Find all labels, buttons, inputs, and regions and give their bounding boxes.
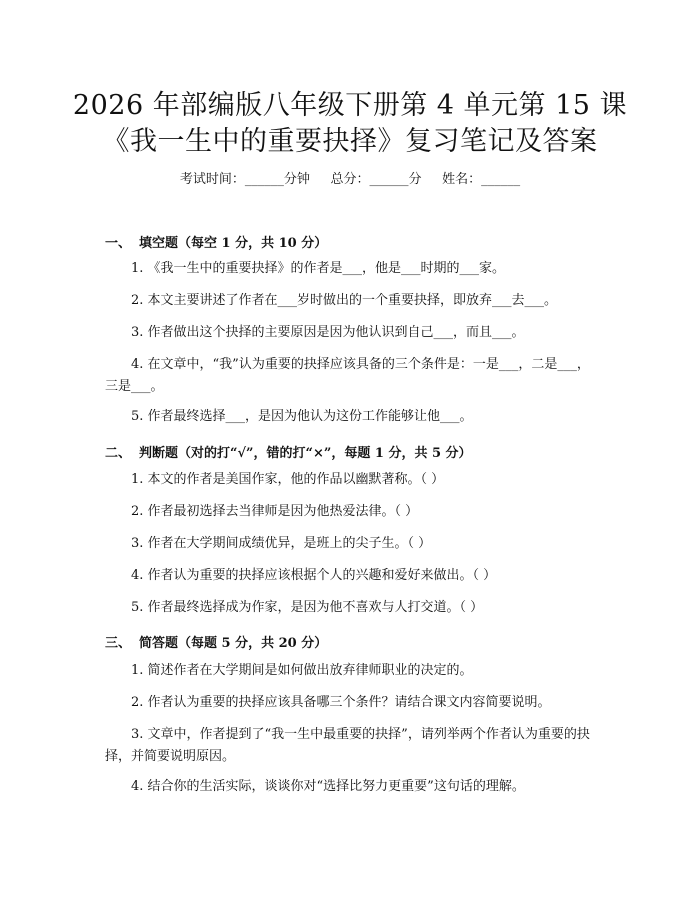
section-heading-short-answer (105, 632, 327, 651)
section-title: 判断题（对的打“√”，错的打“×”，每题 1 分，共 5 分） (139, 446, 472, 461)
section-number: 二、 (105, 446, 132, 461)
question-item: 4. 在文章中，“我”认为重要的抉择应该具备的三个条件是：一是___，二是___，三是___。 (105, 357, 590, 394)
question-item: 3. 文章中，作者提到了“我一生中最重要的抉择”，请列举两个作者认为重要的抉择，并简要说明原因。 (105, 727, 590, 764)
question-item: 3. 作者在大学期间成绩优异，是班上的尖子生。（ ） (131, 536, 432, 551)
exam-info-line: 考试时间：______分钟 总分：______分 姓名：______ (179, 172, 521, 187)
question-item: 2. 作者认为重要的抉择应该具备哪三个条件？请结合课文内容简要说明。 (131, 695, 551, 710)
question-item: 5. 作者最终选择___，是因为他认为这份工作能够让他___。 (131, 409, 473, 424)
section-heading-true-false (105, 442, 472, 461)
question-item: 1. 本文的作者是美国作家，他的作品以幽默著称。（ ） (131, 472, 445, 487)
section-number: 一、 (105, 236, 132, 251)
document-title-line-1: 2026 年部编版八年级下册第 4 单元第 15 课 (72, 90, 628, 121)
question-item: 3. 作者做出这个抉择的主要原因是因为他认识到自己___，而且___。 (131, 325, 525, 340)
section-title: 简答题（每题 5 分，共 20 分） (139, 636, 328, 651)
question-item: 2. 本文主要讲述了作者在___岁时做出的一个重要抉择，即放弃___去___。 (131, 293, 558, 308)
question-item: 1. 简述作者在大学期间是如何做出放弃律师职业的决定的。 (131, 663, 473, 678)
question-item: 2. 作者最初选择去当律师是因为他热爱法律。（ ） (131, 504, 419, 519)
question-item: 1. 《我一生中的重要抉择》的作者是___，他是___时期的___家。 (131, 261, 506, 276)
section-title: 填空题（每空 1 分，共 10 分） (139, 236, 328, 251)
section-heading-fill-in (105, 232, 327, 251)
document-title-line-2: 《我一生中的重要抉择》复习笔记及答案 (102, 126, 598, 157)
section-number: 三、 (105, 636, 132, 651)
question-item: 4. 作者认为重要的抉择应该根据个人的兴趣和爱好来做出。（ ） (131, 568, 497, 583)
question-item: 4. 结合你的生活实际，谈谈你对“选择比努力更重要”这句话的理解。 (131, 779, 525, 794)
question-item: 5. 作者最终选择成为作家，是因为他不喜欢与人打交道。（ ） (131, 600, 484, 615)
